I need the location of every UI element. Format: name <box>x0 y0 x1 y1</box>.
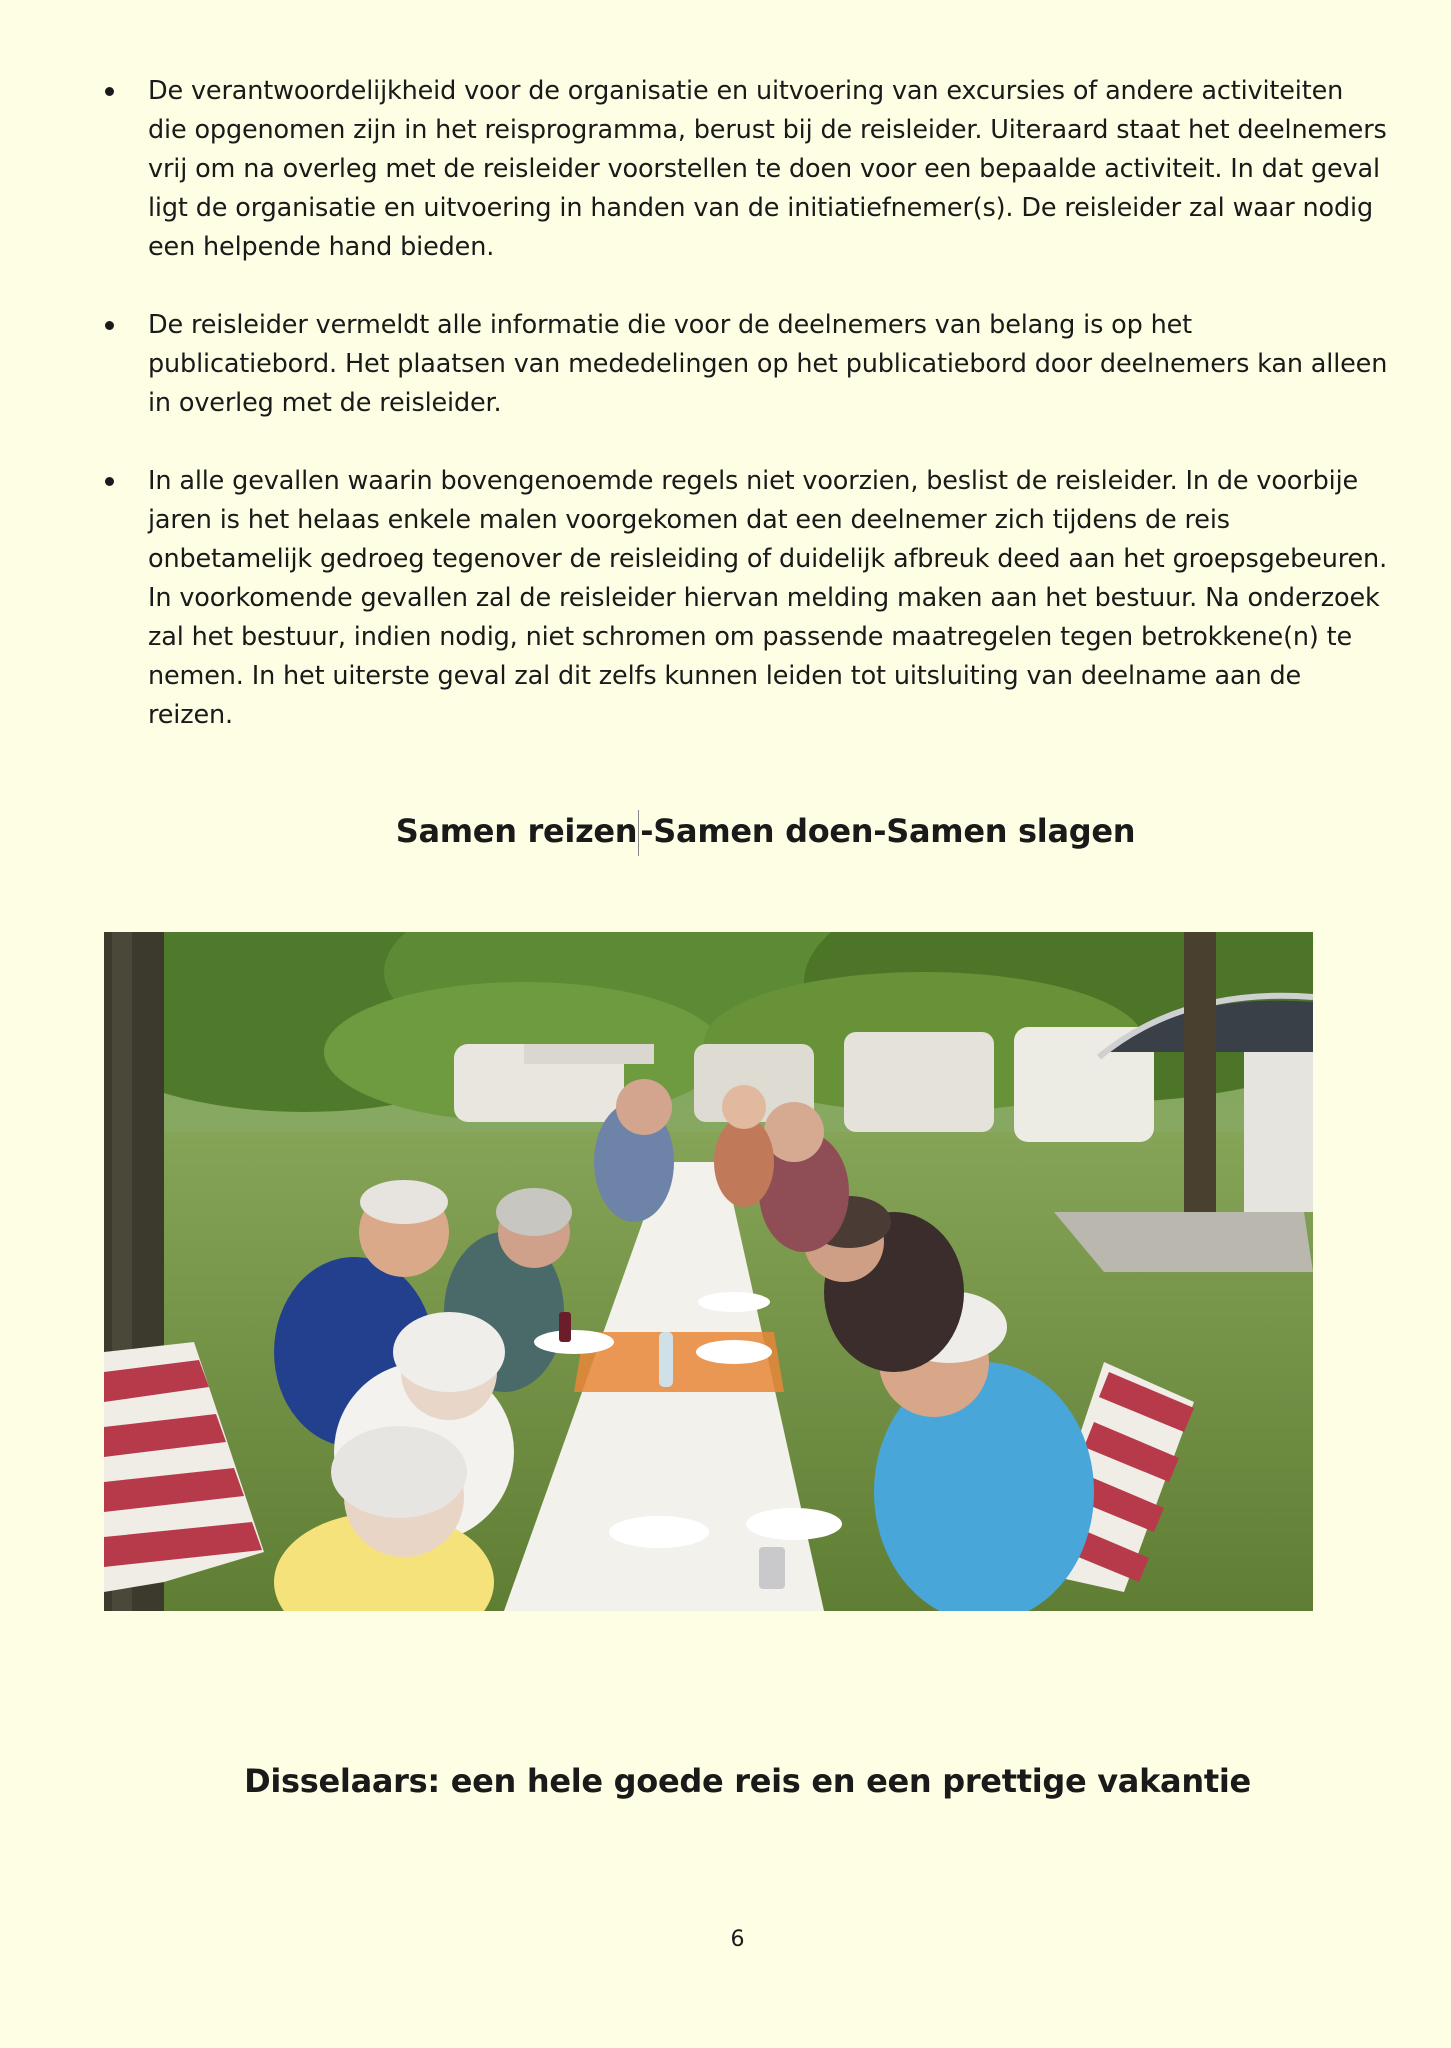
motto-part-b: -Samen doen-Samen slagen <box>640 812 1136 850</box>
bullet-marker <box>105 477 114 486</box>
section-heading-motto <box>40 810 1451 856</box>
closing-heading: Disselaars: een hele goede reis en een prettige vakantie <box>244 1762 1251 1800</box>
bullet-marker <box>105 87 114 96</box>
group-dinner-photo <box>104 932 1313 1611</box>
motto-part-a: Samen reizen <box>395 812 638 850</box>
bullet-marker <box>105 321 114 330</box>
page-number: 6 <box>730 1927 745 1952</box>
bullet-text-2: De reisleider vermeldt alle informatie die voor de deelnemers van belang is op het publicatiebord. Het plaatsen van mededelingen op het publicatiebord door deelnemers kan alleen in overleg met de reisleider. <box>148 310 1388 418</box>
bullet-text-3: In alle gevallen waarin bovengenoemde regels niet voorzien, beslist de reisleider. In de voorbije jaren is het helaas enkele malen voorgekomen dat een deelnemer zich tijdens de reis onbetamelijk gedroeg tegenover de reisleiding of duidelijk afbreuk deed aan het groepsgebeuren. In voorkomende gevallen zal de reisleider hiervan melding maken aan het bestuur. Na onderzoek zal het bestuur, indien nodig, niet schromen om passende maatregelen tegen betrokkene(n) te nemen. In het uiterste geval zal dit zelfs kunnen leiden tot uitsluiting van deelname aan de reizen. <box>148 466 1388 730</box>
photo-illustration <box>104 932 1313 1611</box>
bullet-text-1: De verantwoordelijkheid voor de organisatie en uitvoering van excursies of andere activiteiten die opgenomen zijn in het reisprogramma, berust bij de reisleider. Uiteraard staat het deelnemers vrij om na overleg met de reisleider voorstellen te doen voor een bepaalde activiteit. In dat geval ligt de organisatie en uitvoering in handen van de initiatiefnemer(s). De reisleider zal waar nodig een helpende hand bieden. <box>148 76 1387 262</box>
